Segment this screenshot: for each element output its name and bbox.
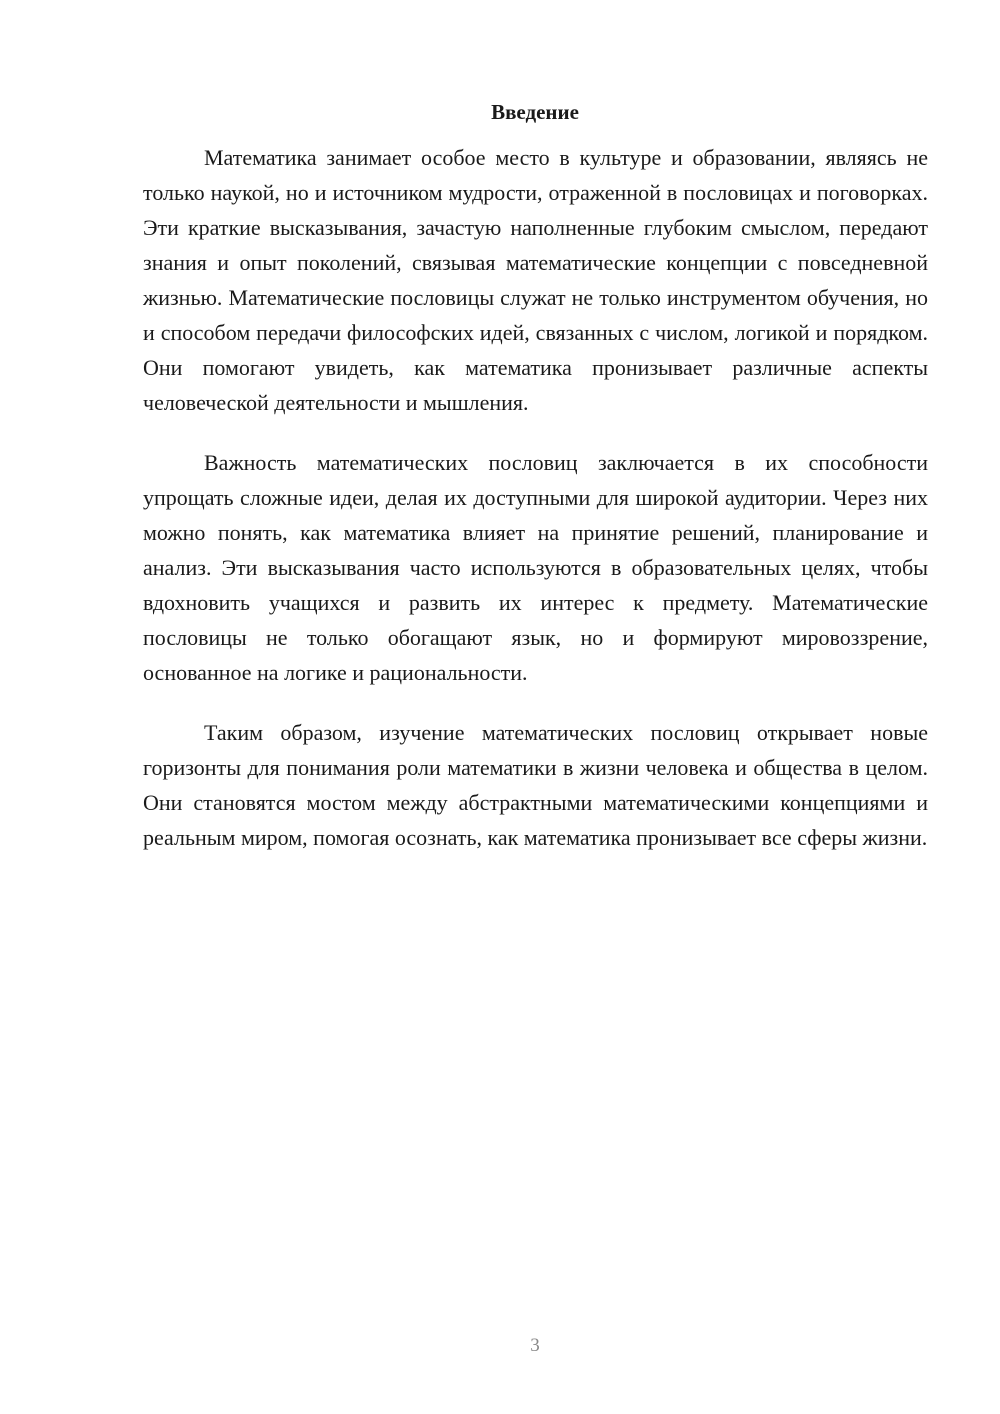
paragraph-3: Таким образом, изучение математических пословиц открывает новые горизонты для понимания роли математики в жизни человека и общества в целом. Они становятся мостом между абстрактными математическими концепциями и реальным миром, помогая осознать, как математика пронизывает все сферы жизни. bbox=[143, 720, 928, 850]
paragraph-1: Математика занимает особое место в культуре и образовании, являясь не только наукой, но и источником мудрости, отраженной в пословицах и поговорках. Эти краткие высказывания, зачастую наполненные глубоким смыслом, передают знания и опыт поколений, связывая математические концепции с повседневной жизнью. Математические пословицы служат не только инструментом обучения, но и способом передачи философских идей, связанных с числом, логикой и порядком. Они помогают увидеть, как математика пронизывает различные аспекты человеческой деятельности и мышления. bbox=[143, 145, 928, 415]
page-number: 3 bbox=[530, 1335, 540, 1356]
document-body bbox=[143, 140, 928, 855]
paragraph-2: Важность математических пословиц заключается в их способности упрощать сложные идеи, делая их доступными для широкой аудитории. Через них можно понять, как математика влияет на принятие решений, планирование и анализ. Эти высказывания часто используются в образовательных целях, чтобы вдохновить учащихся и развить их интерес к предмету. Математические пословицы не только обогащают язык, но и формируют мировоззрение, основанное на логике и рациональности. bbox=[143, 450, 928, 685]
page-title: Введение bbox=[491, 100, 579, 124]
